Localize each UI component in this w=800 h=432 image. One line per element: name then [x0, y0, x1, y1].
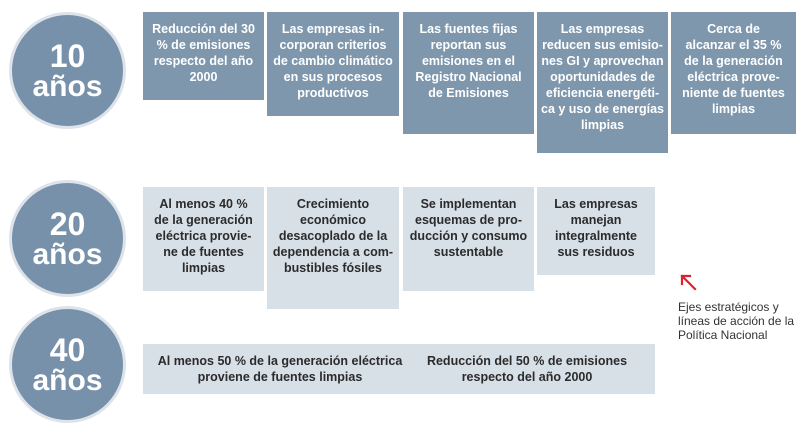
goal-text: Al menos 50 % de la generación eléctrica proviene de fuentes limpias: [157, 354, 403, 384]
goal-box: Se implementan esquemas de pro- ducción y consumo sustentable: [403, 187, 534, 291]
goal-box: Las fuentes fijas reportan sus emisiones en el Registro Nacional de Emisiones: [403, 12, 534, 134]
milestone-unit: años: [32, 69, 103, 103]
milestone-20-years: [9, 180, 126, 297]
goal-box: Al menos 40 % de la generación eléctrica provie- ne de fuentes limpias: [143, 187, 264, 291]
goal-box: Cerca de alcanzar el 35 % de la generación eléctrica prove- niente de fuentes limpias: [671, 12, 796, 134]
goal-box: Crecimiento económico desacoplado de la dependencia a com- bustibles fósiles: [267, 187, 399, 309]
milestone-unit: años: [32, 363, 103, 397]
milestone-number: 20: [49, 205, 86, 242]
goal-box: Las empresas in- corporan criterios de cambio climático en sus procesos productivos: [267, 12, 399, 116]
legend-text: Ejes estratégicos y líneas de acción de la Política Nacional: [678, 300, 795, 342]
goal-box: Las empresas reducen sus emisio- nes GI y aprovechan oportunidades de eficiencia energéti- ca y uso de energías limpias: [537, 12, 668, 153]
milestone-number: 40: [49, 331, 86, 368]
milestone-unit: años: [32, 237, 103, 271]
milestone-40-years: [9, 306, 126, 423]
milestone-10-years: [9, 12, 126, 129]
goal-box: Reducción del 30 % de emisiones respecto del año 2000: [143, 12, 264, 100]
goal-box: Las empresas manejan integralmente sus residuos: [537, 187, 655, 275]
arrow-up-left-icon: [679, 273, 697, 291]
goal-text: Reducción del 50 % de emisiones respecto del año 2000: [426, 354, 628, 384]
milestone-number: 10: [49, 37, 86, 74]
